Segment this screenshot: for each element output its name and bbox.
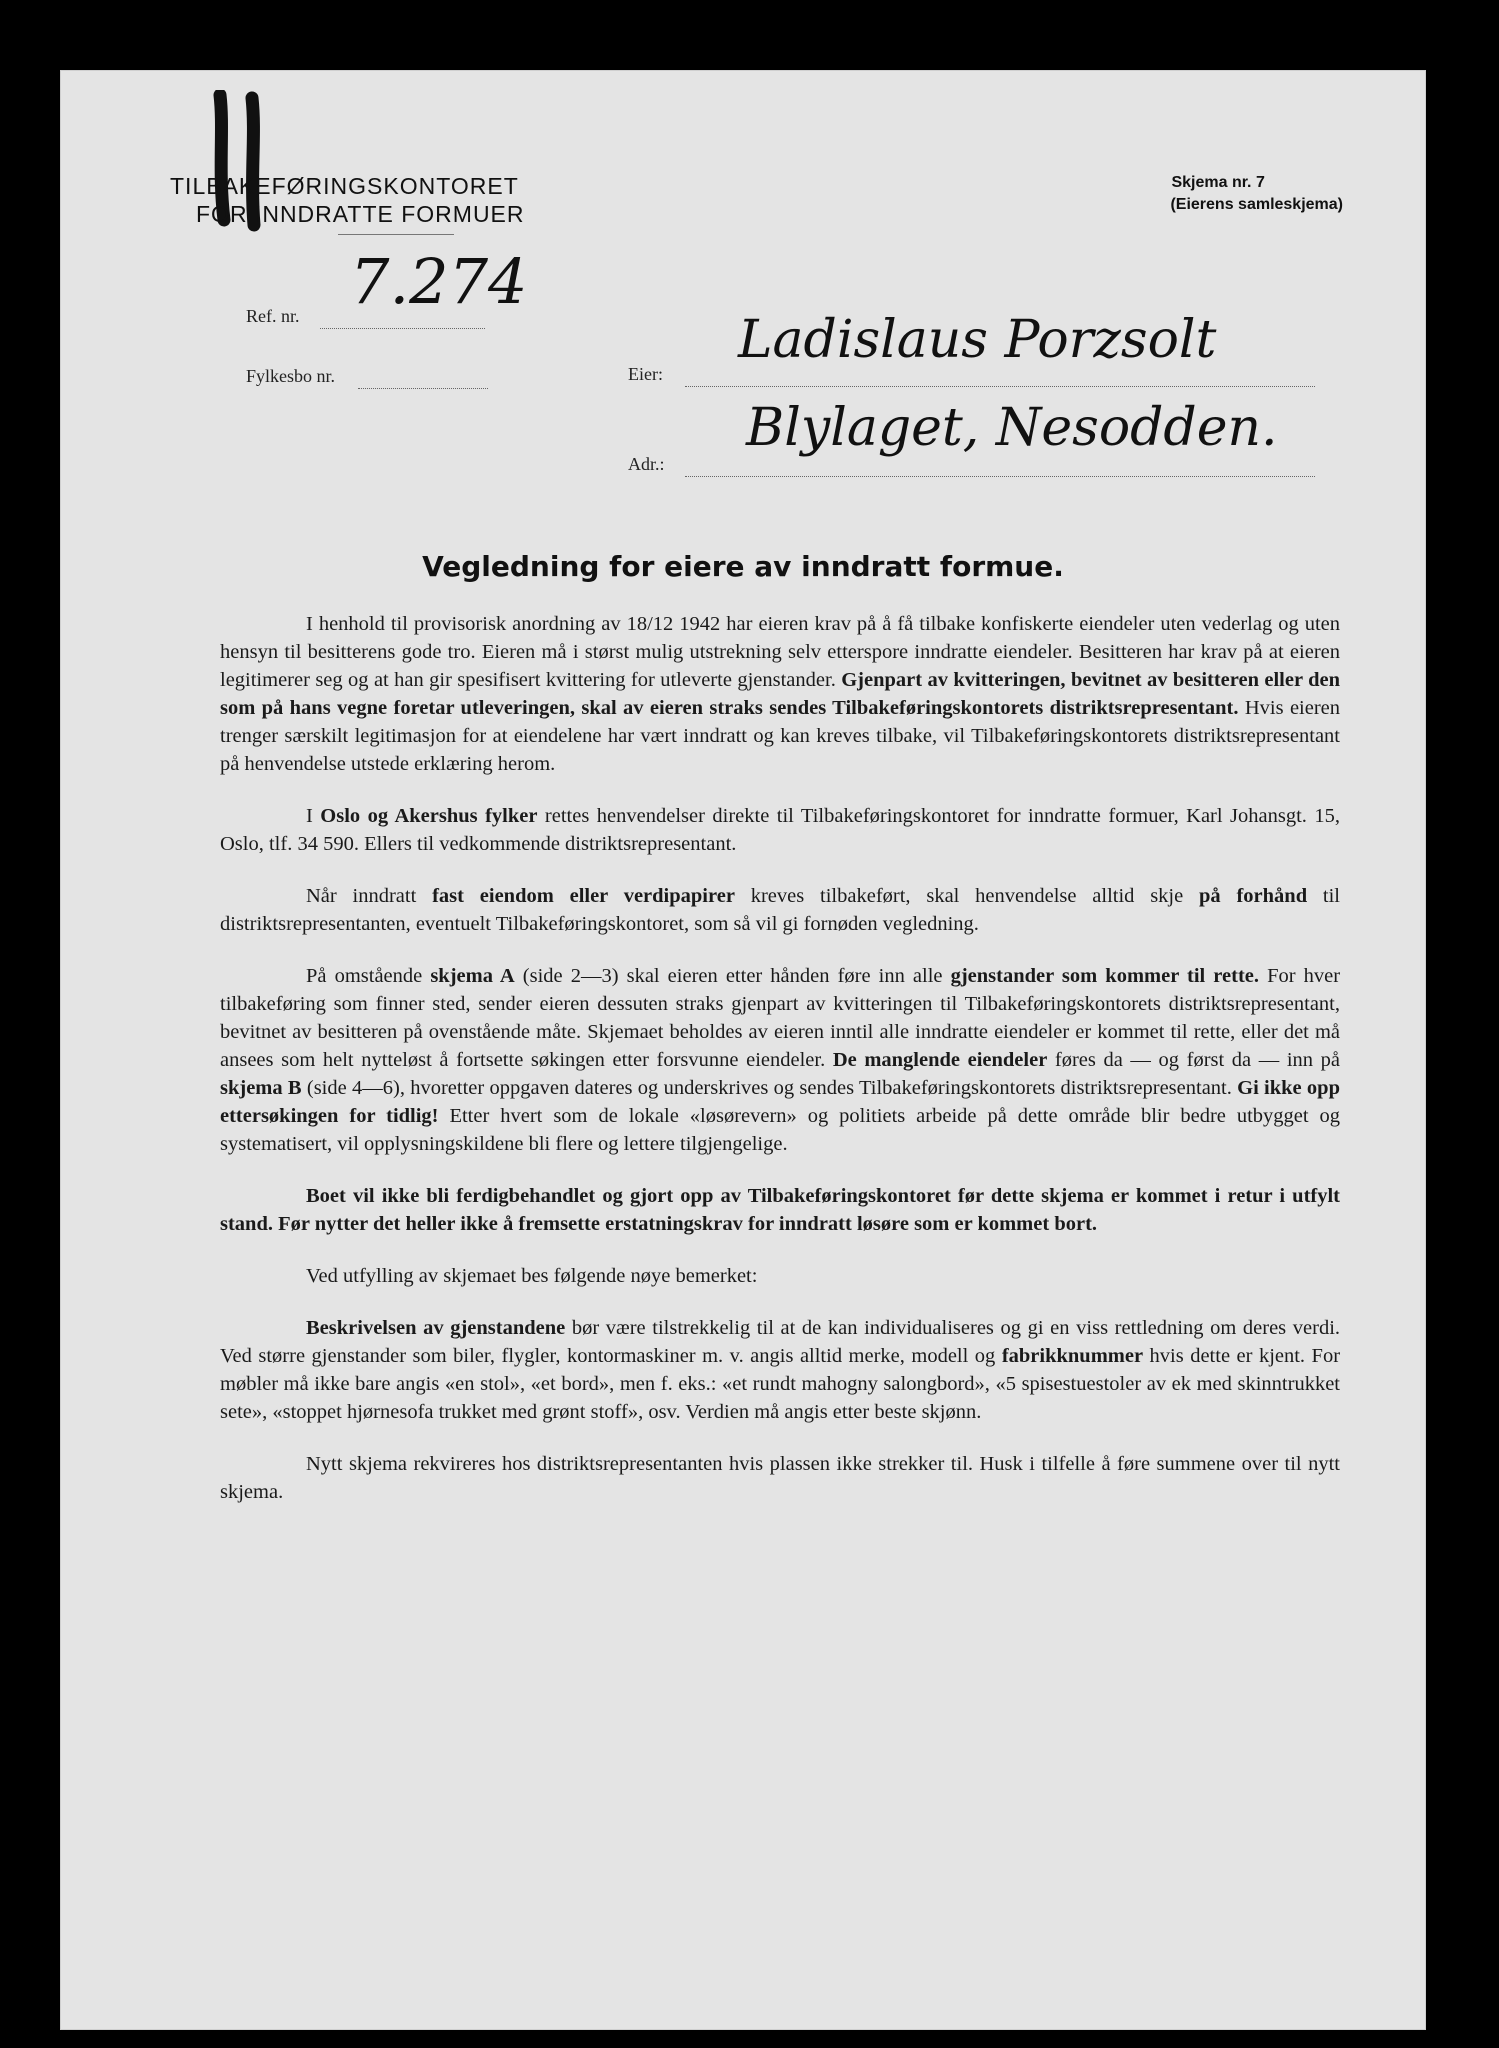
- form-type: (Eierens samleskjema): [1170, 196, 1343, 213]
- ref-line: [320, 328, 485, 329]
- adr-line: [685, 476, 1315, 477]
- p7-bold-a: Beskrivelsen av gjenstandene: [306, 1317, 566, 1339]
- paragraph-3: [220, 882, 1340, 938]
- document-page: [60, 70, 1426, 2030]
- p4-bold-h: skjema B: [220, 1077, 302, 1099]
- paragraph-5: [220, 1182, 1340, 1238]
- fylkesbo-label: Fylkesbo nr.: [246, 366, 336, 386]
- p3-text-e: til distriktsrepresentanten, eventuelt Tilbakeføringskontoret, som så vil gi fornøden vegledning.: [220, 885, 1340, 935]
- p4-text-a: På omstående: [306, 965, 423, 987]
- document-title: Vegledning for eiere av inndratt formue.: [422, 550, 1064, 583]
- p3-bold-d: på forhånd: [1199, 885, 1308, 907]
- paragraph-7: [220, 1314, 1340, 1426]
- p7-text-d: hvis dette er kjent. For møbler må ikke bare angis «en stol», «et bord», men f. eks.: «et rundt mahogny salongbord», «5 spisestuestoler av ek med skinntrukket sete», «stoppet hjørnesofa trukket med grønt stoff», osv. Verdien må angis etter beste skjønn.: [220, 1345, 1341, 1423]
- p8-text: Nytt skjema rekvireres hos distriktsrepresentanten hvis plassen ikke strekker til. Husk i tilfelle å føre summene over til nytt skjema.: [220, 1453, 1340, 1503]
- p4-bold-j: Gi ikke opp ettersøkingen for tidlig!: [220, 1077, 1340, 1127]
- p2-text-c: rettes henvendelser direkte til Tilbakeføringskontoret for inndratte formuer, Karl Johansgt. 15, Oslo, tlf. 34 590. Ellers til vedkommende distriktsrepresentant.: [220, 805, 1340, 855]
- office-line-1: TILBAKEFØRINGSKONTORET: [170, 173, 519, 199]
- p1-text-c: Hvis eieren trenger særskilt legitimasjon for at eiendelene har vært inndratt og kan kreves tilbake, vil Tilbakeføringskontorets distriktsrepresentant på henvendelse utstede erklæring herom.: [220, 697, 1341, 775]
- form-id: [1170, 172, 1343, 216]
- p1-text-a: I henhold til provisorisk anordning av 18/12 1942 har eieren krav på å få tilbake konfiskerte eiendeler uten vederlag og uten hensyn til besitterens gode tro. Eieren må i størst mulig utstrekning selv etterspore inndratte eiendeler. Besitteren har krav på at eieren legitimerer seg og at han gir spesifisert kvittering for utleverte gjenstander.: [220, 613, 1340, 691]
- p1-bold-b: Gjenpart av kvitteringen, bevitnet av besitteren eller den som på hans vegne foretar utleveringen, skal av eieren straks sendes Tilbakeføringskontorets distriktsrepresentant.: [220, 669, 1341, 719]
- paragraph-1: [220, 610, 1340, 778]
- eier-value: Ladislaus Porzsolt: [738, 310, 1217, 370]
- fylkesbo-line: [358, 388, 488, 389]
- adr-value: Blylaget, Nesodden.: [746, 398, 1278, 458]
- p4-text-i: (side 4—6), hvoretter oppgaven dateres og underskrives og sendes Tilbakeføringskontorets distriktsrepresentant.: [306, 1077, 1232, 1099]
- p7-text-b: bør være tilstrekkelig til at de kan individualiseres og gi en viss rettledning om deres verdi. Ved større gjenstander som biler, flygler, kontormaskiner m. v. angis alltid merke, modell og: [220, 1317, 1341, 1367]
- p2-bold-b: Oslo og Akershus fylker: [320, 805, 538, 827]
- p3-text-a: Når inndratt: [306, 885, 417, 907]
- p2-text-a: I: [306, 805, 313, 827]
- p4-bold-d: gjenstander som kommer til rette.: [950, 965, 1259, 987]
- paragraph-4: [220, 962, 1340, 1158]
- p7-bold-c: fabrikknummer: [1001, 1345, 1144, 1367]
- p3-bold-b: fast eiendom eller verdipapirer: [432, 885, 735, 907]
- paragraph-8: [220, 1450, 1340, 1506]
- p4-bold-f: De manglende eiendeler: [832, 1049, 1048, 1071]
- p6-text: Ved utfylling av skjemaet bes følgende nøye bemerket:: [306, 1265, 758, 1287]
- p4-bold-b: skjema A: [430, 965, 515, 987]
- document-body: [220, 610, 1340, 1530]
- p4-text-g: føres da — og først da — inn på: [1054, 1049, 1341, 1071]
- adr-label: Adr.:: [628, 454, 665, 474]
- p4-text-c: (side 2—3) skal eieren etter hånden føre inn alle: [522, 965, 943, 987]
- paragraph-6: [220, 1262, 1340, 1290]
- ref-value: 7.274: [350, 245, 528, 318]
- header-rule: [338, 234, 454, 235]
- ref-label: Ref. nr.: [246, 306, 300, 326]
- p4-text-e: For hver tilbakeføring som finner sted, sender eieren dessuten straks gjenpart av kvitteringen til Tilbakeføringskontorets distriktsrepresentant, bevitnet av besitteren på ovenstående måte. Skjemaet beholdes av eieren inntil alle inndratte eiendeler er kommet til rette, eller det må ansees som helt nytteløst å fortsette søkingen etter forsvunne eiendeler.: [220, 965, 1341, 1071]
- p4-text-k: Etter hvert som de lokale «løsørevern» og politiets arbeide på dette område blir bedre utbygget og systematisert, vil opplysningskildene bli flere og lettere tilgjengelige.: [220, 1105, 1341, 1155]
- p5-bold: Boet vil ikke bli ferdigbehandlet og gjort opp av Tilbakeføringskontoret før dette skjema er kommet i retur i utfylt stand. Før nytter det heller ikke å fremsette erstatningskrav for inndratt løsøre som er kommet bort.: [220, 1185, 1340, 1235]
- p3-text-c: kreves tilbakeført, skal henvendelse alltid skje: [750, 885, 1184, 907]
- paragraph-2: [220, 802, 1340, 858]
- eier-label: Eier:: [628, 364, 663, 384]
- form-number: Skjema nr. 7: [1171, 174, 1265, 191]
- office-name: [170, 172, 525, 228]
- eier-line: [685, 386, 1315, 387]
- office-line-2: FOR INNDRATTE FORMUER: [196, 201, 525, 227]
